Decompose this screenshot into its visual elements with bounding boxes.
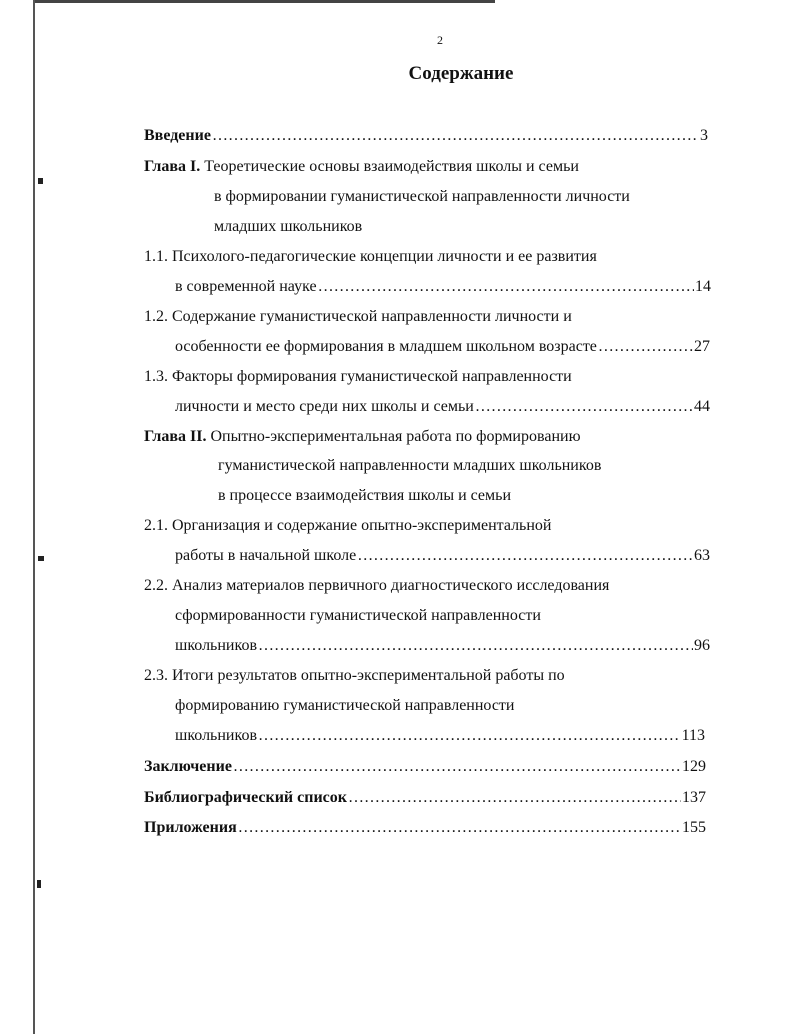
toc-entry-text: Теоретические основы взаимодействия школы и семьи xyxy=(204,158,579,175)
scan-border-top xyxy=(33,0,495,3)
scan-border-left xyxy=(33,0,35,1034)
toc-entry-section-2-1-page[interactable] xyxy=(175,546,710,566)
toc-entry-section-1-2-page[interactable] xyxy=(175,337,710,357)
toc-entry-section-2-2-page[interactable] xyxy=(175,636,710,656)
toc-entry-section-2-3-page[interactable] xyxy=(175,726,705,746)
toc-entry-text: Опытно-экспериментальная работа по формированию xyxy=(210,428,581,445)
toc-leader-dots xyxy=(238,818,681,838)
toc-entry-section-1-3-page[interactable] xyxy=(175,397,710,417)
toc-entry-continuation: в процессе взаимодействия школы и семьи xyxy=(218,487,512,504)
toc-entry-page: 137 xyxy=(682,789,706,806)
toc-chapter-prefix: Глава I. xyxy=(144,158,201,175)
toc-entry-label: работы в начальной школе xyxy=(175,547,357,564)
toc-entry-continuation: младших школьников xyxy=(214,218,363,235)
toc-entry-continuation: формированию гуманистической направленности xyxy=(175,697,515,714)
toc-entry-continuation: сформированности гуманистической направленности xyxy=(175,607,541,624)
toc-entry-section-1-1-page[interactable] xyxy=(175,277,711,297)
toc-chapter-prefix: Глава II. xyxy=(144,428,207,445)
toc-entry-chapter-1[interactable] xyxy=(144,157,579,177)
toc-leader-dots xyxy=(357,546,693,566)
page-title: Содержание xyxy=(408,63,514,84)
toc-entry-page: 3 xyxy=(700,127,708,144)
toc-entry-page: 27 xyxy=(694,338,710,355)
toc-entry-section-2-2[interactable]: 2.2. Анализ материалов первичного диагностического исследования xyxy=(144,577,610,594)
toc-entry-label: Приложения xyxy=(144,819,237,836)
toc-entry-label: Заключение xyxy=(144,758,232,775)
toc-entry-page: 63 xyxy=(694,547,710,564)
toc-leader-dots xyxy=(348,788,681,808)
toc-entry-page: 14 xyxy=(695,278,711,295)
toc-leader-dots xyxy=(475,397,693,417)
toc-entry-bibliography[interactable] xyxy=(144,788,706,808)
toc-entry-label: особенности ее формирования в младшем школьном возрасте xyxy=(175,338,597,355)
toc-entry-label: школьников xyxy=(175,637,257,654)
toc-entry-page: 113 xyxy=(681,727,705,744)
toc-leader-dots xyxy=(258,636,693,656)
toc-entry-appendices[interactable] xyxy=(144,818,706,838)
toc-entry-page: 96 xyxy=(694,637,710,654)
toc-entry-conclusion[interactable] xyxy=(144,757,706,777)
toc-entry-section-2-3[interactable]: 2.3. Итоги результатов опытно-экспериментальной работы по xyxy=(144,667,565,684)
scan-speck xyxy=(38,556,44,561)
toc-entry-label: в современной науке xyxy=(175,278,317,295)
toc-entry-label: Библиографический список xyxy=(144,789,347,806)
scan-speck xyxy=(37,880,41,888)
toc-entry-chapter-2[interactable] xyxy=(144,427,581,447)
toc-leader-dots xyxy=(212,126,699,146)
toc-entry-section-1-1[interactable]: 1.1. Психолого-педагогические концепции личности и ее развития xyxy=(144,248,597,265)
scan-speck xyxy=(38,178,43,184)
toc-entry-label: Введение xyxy=(144,127,211,144)
toc-entry-page: 155 xyxy=(682,819,706,836)
toc-entry-page: 44 xyxy=(694,398,710,415)
toc-leader-dots xyxy=(598,337,693,357)
toc-entry-page: 129 xyxy=(682,758,706,775)
toc-entry-section-1-3[interactable]: 1.3. Факторы формирования гуманистической направленности xyxy=(144,368,572,385)
page-number: 2 xyxy=(437,33,443,47)
toc-leader-dots xyxy=(258,726,681,746)
toc-entry-label: личности и место среди них школы и семьи xyxy=(175,398,474,415)
toc-entry-label: школьников xyxy=(175,727,257,744)
toc-entry-continuation: гуманистической направленности младших школьников xyxy=(218,457,602,474)
toc-leader-dots xyxy=(318,277,694,297)
toc-leader-dots xyxy=(233,757,681,777)
toc-entry-section-2-1[interactable]: 2.1. Организация и содержание опытно-экспериментальной xyxy=(144,517,552,534)
toc-entry-introduction[interactable] xyxy=(144,126,708,146)
toc-entry-continuation: в формировании гуманистической направленности личности xyxy=(214,188,630,205)
toc-entry-section-1-2[interactable]: 1.2. Содержание гуманистической направленности личности и xyxy=(144,308,572,325)
